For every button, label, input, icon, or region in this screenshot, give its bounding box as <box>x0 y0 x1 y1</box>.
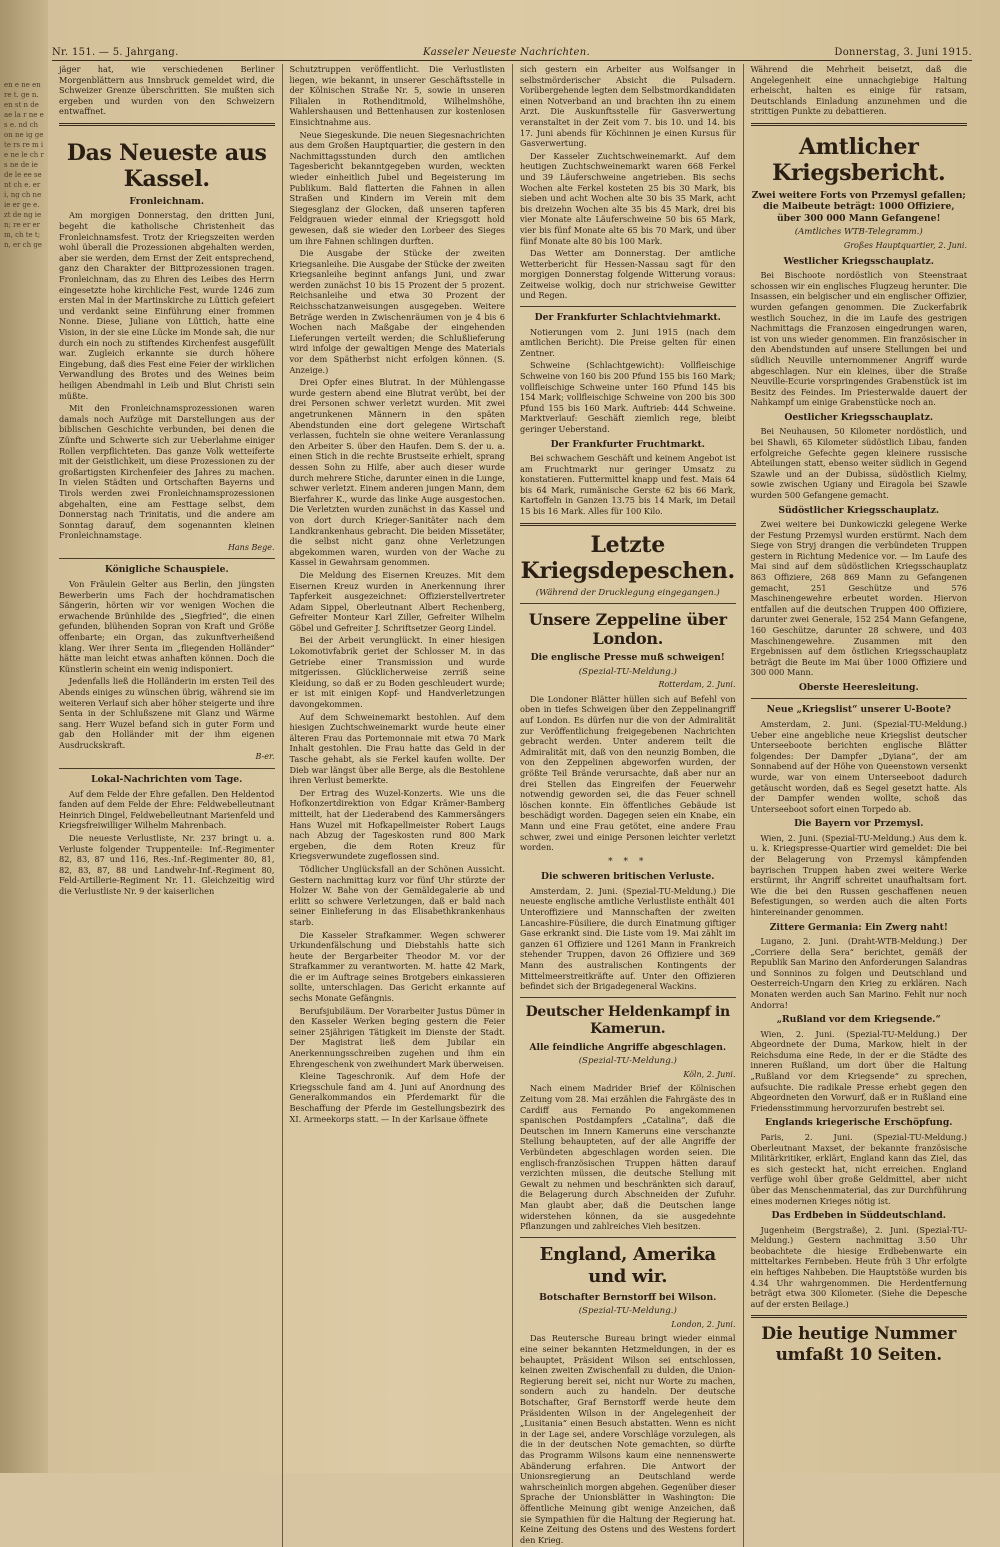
article-signature-heeresleitung: Oberste Heeresleitung. <box>798 681 919 693</box>
agency-line: (Amtliches WTB-Telegramm.) <box>794 227 923 238</box>
section-heading-kriegsbericht: Amtlicher Kriegsbericht. <box>772 133 946 186</box>
article-signature: Hans Bege. <box>227 542 275 552</box>
article-paragraph: Jedenfalls ließ die Holländerin im ersten Teil des Abends einiges zu wünschen übrig, während sie im weiteren Verlauf sich aber höher steigerte und ihre Senta in der Schlußszene mit Glanz und Wärme sang. Herr Wuzel befand sich in guter Form und gab den Holländer mit der ihm eigenen Ausdruckskraft. <box>59 676 275 750</box>
article-paragraph: Bei Neuhausen, 50 Kilometer nordöstlich, und bei Shawli, 65 Kilometer südöstlich Libau, fanden erfolgreiche Gefechte gegen kleinere russische Abteilungen statt, ebenso weiter südlich in Gegend Szawle und an der Dubissa, südöstlich Kielmy, sowie zwischen Ugiany und Eiragola bei Szawle wurden 500 Gefangene gemacht. <box>750 426 967 500</box>
column-2 <box>283 64 514 1547</box>
article-subheading: Alle feindliche Angriffe abgeschlagen. <box>529 1041 727 1053</box>
article-subheading: Die englische Presse muß schweigen! <box>530 652 725 664</box>
divider <box>751 1315 968 1318</box>
article-paragraph: Kleine Tageschronik. Auf dem Hofe der Kriegsschule fand am 4. Juni auf Anordnung des Generalkommandos ein Pferdemarkt für die Beschaffung der Pferde im Gestellungsbezirk des XI. Armeekorps statt. — In der Karlsaue öffnete <box>289 1071 505 1124</box>
article-heading-ost: Oestlicher Kriegsschauplatz. <box>784 411 934 423</box>
article-heading-russland: „Rußland vor dem Kriegsende.“ <box>776 1014 941 1026</box>
article-heading-verluste: Die schweren britischen Verluste. <box>540 871 715 883</box>
adjacent-page-fragment: en e ne en re t. ge n. en st n de ae la r ne es e. nd ch on ne ig ge te rs re m ie ne le ch rs ne de ie de le ee se nt ch e. er i, ng ch ne ie er ge e. zt de ng ie n; re er er m, ch te t; n, er ch ge <box>4 81 44 249</box>
article-paragraph: Die Meldung des Eisernen Kreuzes. Mit dem Eisernen Kreuz wurden in Anerkennung ihrer Tapferkeit ausgezeichnet: Offizierstellvertreter Adam Sippel, Oberleutnant Albert Rechenberg, Gefreiter Monteur Karl Ziller, Gefreiter Wilhelm Göbel und Gefreiter J. Schriftsetzer Georg Lindel. <box>289 569 505 633</box>
article-heading-erschoepfung: Englands kriegerische Erschöpfung. <box>765 1117 953 1129</box>
column-3 <box>513 64 744 1547</box>
article-heading-frankfurt: Der Frankfurter Schlachtviehmarkt. <box>534 312 721 324</box>
article-paragraph: Während die Mehrheit beisetzt, daß die Angelegenheit eine unnachgiebige Haltung erheischt, halten es einige für ratsam, Deutschlands Einladung anzunehmen und die strittigen Punkte zu debattieren. <box>750 64 967 117</box>
dateline: Köln, 2. Juni. <box>683 1069 736 1079</box>
section-heading-depeschen: Letzte Kriegsdepeschen. <box>520 531 735 584</box>
article-paragraph: Von Fräulein Gelter aus Berlin, den jüngsten Bewerberin ums Fach der hochdramatischen Sängerin, hörten wir vor wenigen Wochen die erwachende Brünhilde des „Siegfried“, die einen gefunden, blühenden Sopran von Kraft und Größe offenbarte; ein Organ, das zukunftverheißend klang. Wer ihrer Senta im „fliegenden Holländer“ hätte man leicht etwas anhaften können. Doch die Künstlerin scheint ein wenig indisponiert. <box>59 578 275 674</box>
article-paragraph: Die Londoner Blätter hüllen sich auf Befehl von oben in tiefes Schweigen über den Zeppelinangriff auf London. Es dürfen nur die von der Admiralität zur Veröffentlichung freigegebenen Nachrichten gebracht werden. Unter anderem teilt die Admiralität mit, daß von den neunzig Bomben, die von den Zeppelinen abgeworfen wurden, der größte Teil Brände verursachte, daß aber nur an drei Stellen das Eingreifen der Feuerwehr notwendig geworden sei, die das Feuer schnell löschen konnte. Ein öffentliches Gebäude ist beschädigt worden. Dagegen seien ein Knabe, ein Mann und eine Frau getötet, eine andere Frau schwer, zwei und einige Personen leichter verletzt worden. <box>520 693 736 853</box>
article-paragraph: Wien, 2. Juni. (Spezial-TU-Meldung.) Der Abgeordnete der Duma, Markow, hielt in der Reichsduma eine Rede, in der er die Städte des inneren Rußland, um dort über die Haltung „Rußland vor dem Kriegsende“ zu sprechen, aufsuchte. Die radikale Presse erhebt gegen den Abgeordneten den Vorwurf, daß er in Rußland eine Friedensstimmung hervorzurufen bestrebt sei. <box>750 1028 967 1113</box>
divider <box>520 523 736 526</box>
text-columns <box>52 64 974 1545</box>
article-subheading: Botschafter Bernstorff bei Wilson. <box>539 1291 717 1303</box>
divider <box>59 768 275 769</box>
article-paragraph: Amsterdam, 2. Juni. (Spezial-TU-Meldung.) Die neueste englische amtliche Verlustliste enthält 401 Unteroffiziere und Mannschaften der zweiten Lancashire-Füsiliere, die durch Einatmung giftiger Gase erkrankt sind. Die Liste vom 19. Mai zählt im ganzen 61 Offiziere und 1261 Mann in Frankreich stehender Truppen, davon 26 Offiziere und 369 Mann des australischen Kontingents der Mittelmeerstreitkräfte auf. Unter den Offizieren befindet sich der Brigadegeneral Wackins. <box>520 885 736 992</box>
article-paragraph: Lugano, 2. Juni. (Draht-WTB-Meldung.) Der „Corriere della Sera“ berichtet, gemäß der Republik San Marino den Anforderungen Salandras und Sonninos zu folgen und Deutschland und Oesterreich-Ungarn den Krieg zu erklären. Nach Monaten werden auch San Marino. Fehlt nur noch Andorra! <box>750 936 967 1010</box>
newspaper-title: Kasseler Neueste Nachrichten. <box>423 47 590 58</box>
article-paragraph: Auf dem Felde der Ehre gefallen. Den Heldentod fanden auf dem Felde der Ehre: Feldwebelleutnant Heinrich Dingel, Feldwebelleutnant Marienfeld und Kriegsfreiwilliger Wilhelm Mahrenbach. <box>59 788 275 831</box>
article-paragraph: Paris, 2. Juni. (Spezial-TU-Meldung.) Oberleutnant Maxset, der bekannte französische Militärkritiker, erklärt, England kann das Ziel, das es sich gesteckt hat, nicht erreichen. England verfüge wohl über große Geldmittel, aber nicht über das Menschenmaterial, das zur Durchführung eines modernen Krieges nötig ist. <box>750 1131 967 1206</box>
article-heading-fronleichnam: Fronleichnam. <box>129 195 205 207</box>
article-heading-england: England, Amerika und wir. <box>539 1243 716 1287</box>
article-heading-local: Lokal-Nachrichten vom Tage. <box>91 774 243 786</box>
article-subheading: Zwei weitere Forts von Przemysl gefallen; die Maibeute beträgt: 1000 Offiziere, über 300 000 Mann Gefangene! <box>751 189 966 224</box>
agency-line: (Spezial-TU-Meldung.) <box>578 1056 677 1067</box>
article-paragraph: Mit den Fronleichnamsprozessionen waren damals noch Aufzüge mit Darstellungen aus der biblischen Geschichte verbunden, bei denen die Zünfte und Schwerte sich zur Ueberlahme einiger Rollen verpflichteten. Das ganze Volk wetteiferte mit der Geistlichkeit, um diese Prozessionen zu der großartigsten Kirchenfeier des Jahres zu machen. In vielen Städten und Ortschaften Bayerns und Tirols werden zwei Fronleichnamsprozessionen abgehalten, eine am Festtage selbst, dem Donnerstag nach Trinitatis, und die andere am Sonntag darauf, dem sogenannten kleinen Fronleichnamstage. <box>59 403 275 541</box>
article-heading-erdbeben: Das Erdbeben in Süddeutschland. <box>771 1210 946 1222</box>
dateline: Großes Hauptquartier, 2. Juni. <box>843 241 967 251</box>
article-heading-theater: Königliche Schauspiele. <box>104 564 229 576</box>
intro-paragraph: jäger hat, wie verschiedenen Berliner Morgenblättern aus Innsbruck gemeldet wird, die Schweizer Grenze überschritten. Sie mußten sich ergeben und wurden von den Schweizern entwaffnet. <box>59 64 275 117</box>
article-paragraph: Das Wetter am Donnerstag. Der amtliche Wetterbericht für Hessen-Nassau sagt für den morgigen Donnerstag folgende Witterung voraus: Zeitweise wolkig, doch nur strichweise Gewitter und Regen. <box>520 248 736 301</box>
article-signature: B-er. <box>255 752 275 762</box>
article-paragraph: Amsterdam, 2. Juni. (Spezial-TU-Meldung.) Ueber eine angebliche neue Kriegslist deutscher Unterseeboote berichten englische Blätter folgendes: Der Dampfer „Dyiana“, der am Sonnabend auf der Höhe von Queenstown versenkt wurde, war von einem Unterseeboot dadurch getäuscht worden, daß es Segel gesetzt hatte. Als der Dampfer wenden wollte, schoß das Unterseeboot sofort einen Torpedo ab. <box>750 718 967 814</box>
issue-date: Donnerstag, 3. Juni 1915. <box>834 47 972 58</box>
article-paragraph: Bei schwachem Geschäft und keinem Angebot ist am Fruchtmarkt nur geringer Umsatz zu konstatieren. Futtermittel knapp und fest. Mais 64 bis 64 Mark, rumänische Gerste 62 bis 66 Mark, Kartoffeln in Ganzen 13.75 bis 14 Mark, im Detail 15 bis 16 Mark. Alles für 100 Kilo. <box>520 453 736 516</box>
article-heading-west: Westlicher Kriegsschauplatz. <box>783 255 934 267</box>
article-paragraph: sich gestern ein Arbeiter aus Wolfsanger in selbstmörderischer Absicht die Pulsadern. Vorübergehende legten dem Selbstmordkandidaten einen Notverband an und brachten ihn zu einem Arzt. Die Auskunftsstelle für Gasverwertung veranstaltet in der Zeit vom 7. bis 10. und 14. bis 17. Juni abends für Köchinnen je einen Kursus für Gasverwertung. <box>520 64 736 149</box>
article-heading-fruchtmarkt: Der Frankfurter Fruchtmarkt. <box>550 438 705 450</box>
dateline: London, 2. Juni. <box>671 1319 736 1329</box>
divider <box>520 997 736 998</box>
article-paragraph: Das Reutersche Bureau bringt wieder einmal eine seiner bekannten Hetzmeldungen, in der es behauptet, Präsident Wilson sei entschlossen, keinen zweiten Zwischenfall zu dulden, die Union-Regierung bereit sei, nicht nur Worte zu machen, sondern auch zu handeln. Der deutsche Botschafter, Graf Bernstorff werde heute dem Präsidenten Wilson in der Angelegenheit der „Lusitania“ einen Besuch abstatten. Wenn es nicht in der Lage sei, andere Vorschläge vorzulegen, als die in der deutschen Note gemachten, so dürfte das Programm Wilsons kaum eine nennenswerte Abänderung erfahren. Die Antwort der Unionsregierung an Deutschland werde wahrscheinlich morgen abgehen. Gegenüber dieser Sprache der Unionsblätter in Washington: Die öffentliche Meinung gibt wenige Anzeichen, daß sie Sympathien für die Haltung der Regierung hat. Keine Zeitung des Ostens und des Westens fordert den Krieg. <box>520 1333 736 1545</box>
article-paragraph: Schutztruppen veröffentlicht. Die Verlustlisten liegen, wie bekannt, in unserer Geschäftsstelle in der Kölnischen Straße Nr. 5, sowie in unseren Filialen in Rothenditmold, Wilhelmshöhe, Wahlershausen und Bettenhausen zur kostenlosen Einsichtnahme aus. <box>289 64 505 127</box>
issue-number: Nr. 151. — 5. Jahrgang. <box>52 47 179 58</box>
article-paragraph: Auf dem Schweinemarkt bestohlen. Auf dem hiesigen Zuchtschweinemarkt wurde heute einer älteren Frau das Portemonnaie mit etwa 70 Mark Inhalt gestohlen. Die Frau hatte das Geld in der Tasche gehabt, als sie Ferkel kaufen wollte. Der Dieb war längst über alle Berge, als die Bestohlene ihren Verlust bemerkte. <box>289 711 505 786</box>
divider <box>59 558 275 559</box>
article-heading-suedost: Südöstlicher Kriegsschauplatz. <box>778 504 940 516</box>
article-paragraph: Tödlicher Unglücksfall an der Schönen Aussicht. Gestern nachmittag kurz vor fünf Uhr stürzte der Holzer W. Bahe von der Gemäldegalerie ab und erlitt so schwere Verletzungen, daß er bald nach seiner Einlieferung in das Elisabethkrankenhaus starb. <box>289 863 505 927</box>
divider <box>520 306 736 307</box>
article-paragraph: Notierungen vom 2. Juni 1915 (nach dem amtlichen Bericht). Die Preise gelten für einen Zentner. <box>520 326 736 358</box>
article-paragraph: Nach einem Madrider Brief der Kölnischen Zeitung vom 28. Mai erzählen die Fahrgäste des in Cardiff aus Fernando Po angekommenen spanischen Postdampfers „Catalina“, daß die Deutschen im Innern Kameruns eine verschanzte Stellung behaupteten, auf der alle Angriffe der Verbündeten abgeschlagen worden seien. Die englisch-französischen Truppen hätten darauf verzichten müssen, die deutsche Stellung mit Gewalt zu nehmen und beschränkten sich darauf, die Belagerung durch Abschneiden der Zufuhr. Man glaubt aber, daß die Deutschen lange widerstehen können, da sie ausgedehnte Pflanzungen und zahlreiches Vieh besitzen. <box>520 1083 736 1232</box>
divider <box>751 698 968 699</box>
page-header <box>52 40 972 61</box>
article-paragraph: Die Kasseler Strafkammer. Wegen schwerer Urkundenfälschung und Diebstahls hatte sich heute der Bergarbeiter Theodor M. vor der Strafkammer zu verantworten. M. hatte 42 Mark, die er im Auftrage seines Brotgebers einkassieren sollte, unterschlagen. Das Gericht erkannte auf sechs Monate Gefängnis. <box>289 929 505 1004</box>
article-paragraph: Jugenheim (Bergstraße), 2. Juni. (Spezial-TU-Meldung.) Gestern nachmittag 3.50 Uhr beobachtete die hiesige Erdbebenwarte ein mitteltarkes Fernbeben. Heute früh 3 Uhr erfolgte ein heftiges Nahbeben. Die Hauptstöße wurden bis 4.34 Uhr wahrgenommen. Die Herdentfernung beträgt etwa 300 Kilometer. (Siehe die Depesche auf der ersten Beilage.) <box>750 1224 967 1309</box>
article-heading-kamerun: Deutscher Heldenkampf in Kamerun. <box>525 1003 730 1037</box>
agency-line: (Spezial-TU-Meldung.) <box>578 666 677 677</box>
article-heading-przemysl: Die Bayern vor Przemysl. <box>794 818 924 830</box>
article-heading-zeppeline: Unsere Zeppeline über London. <box>528 610 727 649</box>
article-paragraph: Neue Siegeskunde. Die neuen Siegesnachrichten aus dem Großen Hauptquartier, die gestern in den Nachmittagsstunden durch den amtlichen Tagesbericht bekanntgegeben wurden, weckten wieder einheitlich Jubel und Begeisterung im Publikum. Bald flatterten die Fahnen in allen Straßen und Kindern im Verein mit dem Siegesglanz der Glocken, daß unseren tapferen Feldgrauen wieder einmal der Kriegsgott hold gewesen, daß sie wieder den Lorbeer des Sieges um ihre Fahnen schlingen durften. <box>289 129 505 246</box>
article-heading-uboot: Neue „Kriegslist“ unserer U-Boote? <box>766 704 951 716</box>
article-paragraph: Zwei weitere bei Dunkowiczki gelegene Werke der Festung Przemysl wurden erstürmt. Nach dem Siege von Stryj drangen die verbündeten Truppen gestern in Richtung Medenice vor. — Im Laufe des Mai sind auf dem südöstlichen Kriegsschauplatz 863 Offiziere, 268 869 Mann zu Gefangenen gemacht, 251 Geschütze und 576 Maschinengewehre erbeutet worden. Hiervon entfallen auf die deutschen Truppen 400 Offiziere, darunter zwei Generale, 152 254 Mann Gefangene, 160 Geschütze, darunter 28 schwere, und 403 Maschinengewehre. Zusammen mit den Ergebnissen auf dem östlichen Kriegsschauplatz beträgt die Beute im Mai über 1000 Offiziere und 300 000 Mann. <box>750 519 967 678</box>
column-1 <box>52 64 283 1547</box>
divider <box>520 603 736 604</box>
section-heading-kassel: Das Neueste aus Kassel. <box>66 139 267 192</box>
divider <box>520 1237 736 1238</box>
article-paragraph: Am morgigen Donnerstag, den dritten Juni, begeht die katholische Christenheit das Fronleichnamsfest. Trotz der Kriegszeiten werden wohl überall die Prozessionen abgehalten werden, aber sie werden, dem Ernst der Zeit entsprechend, ganz den Charakter der Bittprozessionen tragen. Fronleichnam, das zu Ehren des Leibes des Herrn eingesetzte hohe kirchliche Fest, wurde 1246 zum ersten Mal in der Martinskirche zu Lüttich gefeiert und verdankt seine Einführung einer frommen Nonne. Diese, Juliane von Lüttich, hatte eine Vision, in der sie eine Lücke im Monde sah, die nur durch ein noch zu stiftendes Kirchenfest ausgefüllt war. Zugleich erkannte sie durch höhere Eingebung, daß dies Fest eine Feier der wirklichen Verwandlung des Brotes und des Weines beim heiligen Abendmahl in Leib und Blut Christi sein müßte. <box>59 210 275 401</box>
left-margin-strip <box>0 0 48 1473</box>
dateline: Rotterdam, 2. Juni. <box>658 680 736 690</box>
article-paragraph: Drei Opfer eines Blutrat. In der Mühlengasse wurde gestern abend eine Blutrat verübt, bei der drei Personen schwer verletzt wurden. Mit zwei angetrunkenen Männern in den späten Abendstunden eine dort gelegene Wirtschaft verlassen, fuchteln sie ohne weitere Veranlassung den Arbeiter S. über den Haufen. Dem S. der u. a. einen Stich in die rechte Brustseite erhielt, sprang dessen Sohn zu Hilfe, aber auch dieser wurde durch mehrere Stiche, darunter einen in die Lunge, schwer verletzt. Einem anderen jungen Mann, dem Bierfahrer K., wurde das linke Auge ausgestochen. Die Verletzten wurden zunächst in das Kassel und von dort durch Krieger-Sanitäter nach dem Landkrankenhaus gebracht. Die beiden Missetäter, die selbst nicht ganz ohne Verletzungen abgekommen waren, wurden von der Wache zu Kassel in Gewahrsam genommen. <box>289 377 505 568</box>
agency-line: (Spezial-TU-Meldung.) <box>578 1306 677 1317</box>
page-count-notice: Die heutige Nummer umfaßt 10 Seiten. <box>761 1324 957 1366</box>
article-paragraph: Der Ertrag des Wuzel-Konzerts. Wie uns die Hofkonzertdirektion von Edgar Krämer-Bamberg mitteilt, hat der Liederabend des Kammersängers Hans Wuzel mit Hofkapellmeister Robert Laugs nach Abzug der Tageskosten rund 800 Mark ergeben, die dem Roten Kreuz für Kriegsverwundete zugeflossen sind. <box>289 787 505 862</box>
article-heading-germania: Zittere Germania: Ein Zwerg naht! <box>769 921 948 933</box>
divider <box>59 123 275 126</box>
article-paragraph: Bei der Arbeit verunglückt. In einer hiesigen Lokomotivfabrik geriet der Schlosser M. in das Getriebe einer Transmission und wurde mitgerissen. Glücklicherweise zerriß seine Kleidung, so daß er zu Boden geschleudert wurde; er ist mit einigen Kopf- und Handverletzungen davongekommen. <box>289 635 505 710</box>
article-paragraph: Wien, 2. Juni. (Spezial-TU-Meldung.) Aus dem k. u. k. Kriegspresse-Quartier wird gemeldet: Die bei der Belagerung von Przemysl kämpfenden bayrischen Truppen haben zwei weitere Werke erstürmt, ihr Angriff schreitet unaufhaltsam fort. Wie die bei den Russen geschaffenen neuen Befestigungen, so werden auch die alten Forts hintereinander genommen. <box>750 832 967 917</box>
article-paragraph: Die Ausgabe der Stücke der zweiten Kriegsanleihe. Die Ausgabe der Stücke der zweiten Kriegsanleihe beginnt anfangs Juni, und zwar werden zunächst 10 bis 15 Prozent der 5 prozent. Reichsanleihe und etwa 30 Prozent der Reichsschatzanweisungen ausgegeben. Weitere Beträge werden in Zwischenräumen von je 4 bis 6 Wochen nach Maßgabe der eingehenden Lieferungen verteilt werden; die Schlußlieferung wird infolge der gewaltigen Menge des Materials vor dem Spätherbst nicht erfolgen können. (S. Anzeige.) <box>289 248 505 375</box>
article-paragraph: Die neueste Verlustliste, Nr. 237 bringt u. a. Verluste folgender Truppenteile: Inf.-Regimenter 82, 83, 87 und 116, Res.-Inf.-Regimenter 80, 81, 82, 83, 87, 88 und Landwehr-Inf.-Regiment 80, Feld-Artillerie-Regiment Nr. 11. Gleichzeitig wird die Verlustliste Nr. 9 der kaiserlichen <box>59 832 275 896</box>
article-paragraph: Der Kasseler Zuchtschweinemarkt. Auf dem heutigen Zuchtschweinemarkt waren 668 Ferkel und 39 Läuferschweine angetrieben. Bis sechs Wochen alte Ferkel kosteten 25 bis 30 Mark, bis sieben und acht Wochen alte 30 bis 35 Mark, acht bis dreizehn Wochen alte 35 bis 45 Mark, drei bis vier Monate alte Läuferschweine 50 bis 65 Mark, vier bis fünf Monate alte 65 bis 70 Mark, und über fünf Monate alte 80 bis 100 Mark. <box>520 150 736 246</box>
article-paragraph: Bei Bischoote nordöstlich von Steenstraat schossen wir ein englisches Flugzeug herunter. Die Insassen, ein belgischer und ein englischer Offizier, wurden gefangen genommen. Die Zuckerfabrik westlich Souchez, in die im Laufe des gestrigen Nachmittags die Franzosen eingedrungen waren, ist von uns wieder genommen. Ein französischer in den Abendstunden auf unsere Stellungen bei und südlich Neuville unternommener Angriff wurde abgeschlagen. Nur ein kleines, über die Straße Neuville-Ecurie vorspringendes Grabenstück ist im Besitz des Feindes. Im Priesterwalde dauert der Nahkampf um einige Grabenstücke noch an. <box>750 270 967 408</box>
article-paragraph: Schweine (Schlachtgewicht): Vollfleischige Schweine von 160 bis 200 Pfund 155 bis 160 Mark; vollfleischige Schweine unter 160 Pfund 145 bis 154 Mark; vollfleischige Schweine von 200 bis 300 Pfund 155 bis 160 Mark. Auftrieb: 444 Schweine. Marktverlauf: Geschäft ziemlich rege, bleibt geringer Ueberstand. <box>520 360 736 434</box>
section-subheading: (Während der Drucklegung eingegangen.) <box>535 587 720 598</box>
article-paragraph: Berufsjubiläum. Der Vorarbeiter Justus Dümer in den Kasseler Werken beging gestern die Feier seiner 25jährigen Tätigkeit im Dienste der Stadt. Der Magistrat ließ dem Jubilar ein Anerkennungsschreiben zugehen und ihm ein Ehrengeschenk von zweihundert Mark überweisen. <box>289 1005 505 1069</box>
column-4 <box>744 64 975 1547</box>
separator-stars: * * * <box>608 856 648 867</box>
divider <box>751 123 968 126</box>
